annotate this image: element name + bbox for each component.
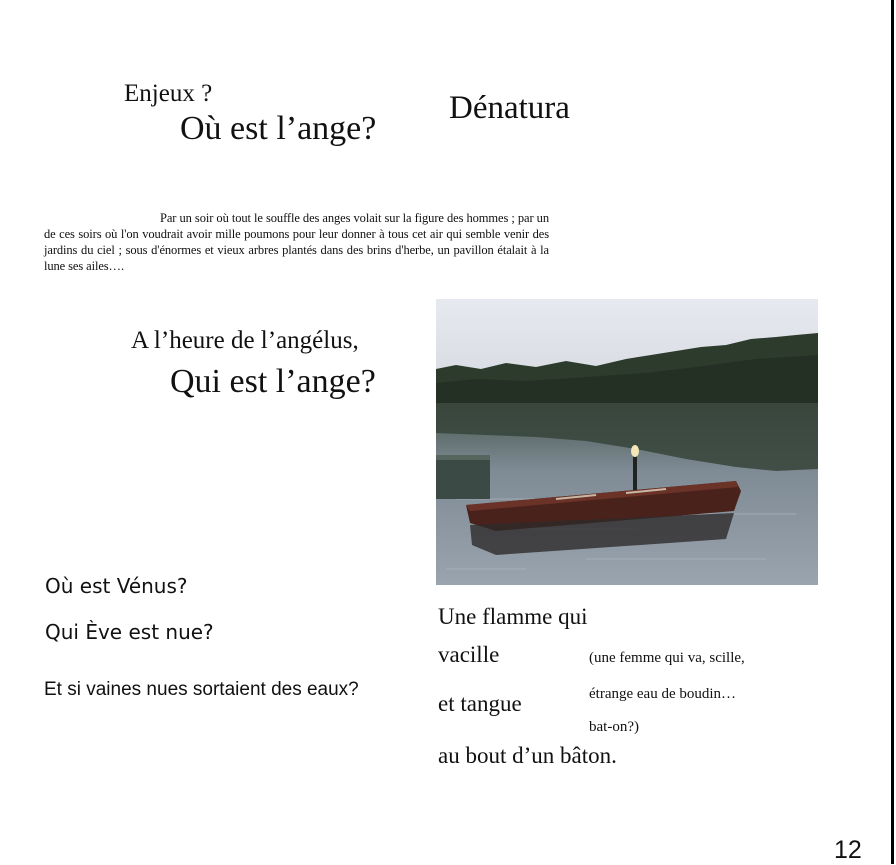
rowboat-lake-photo: [436, 299, 818, 585]
poem-line-3: et tangue: [438, 691, 522, 716]
eaux-question: Et si vaines nues sortaient des eaux?: [44, 679, 359, 700]
eve-question: Qui Ève est nue?: [45, 620, 214, 644]
angelus-line: A l’heure de l’angélus,: [131, 327, 359, 354]
venus-question: Où est Vénus?: [45, 574, 188, 598]
ou-est-ange-heading: Où est l’ange?: [180, 110, 377, 147]
poem-line-4: au bout d’un bâton.: [438, 743, 617, 768]
aside-line-2: étrange eau de boudin…: [589, 686, 737, 702]
denatura-title: Dénatura: [449, 90, 570, 126]
page-border-line: [891, 0, 894, 864]
page-number: 12: [834, 836, 862, 864]
aside-line-1: (une femme qui va, scille,: [589, 650, 745, 666]
qui-est-ange-heading: Qui est l’ange?: [170, 363, 376, 400]
poem-line-2: vacille: [438, 642, 500, 667]
poem-line-1: Une flamme qui: [438, 604, 588, 629]
intro-paragraph: Par un soir où tout le souffle des anges volait sur la figure des hommes ; par un de ces soirs où l'on voudrait avoir mille poumons pour leur donner à tous cet air qui semble venir des jardins du ciel ; sous d'énormes et vieux arbres plantés dans des brins d'herbe, un pavillon étalait à la lune ses ailes….: [44, 211, 549, 273]
enjeux-heading: Enjeux ?: [124, 80, 213, 107]
aside-line-3: bat-on?): [589, 719, 639, 735]
